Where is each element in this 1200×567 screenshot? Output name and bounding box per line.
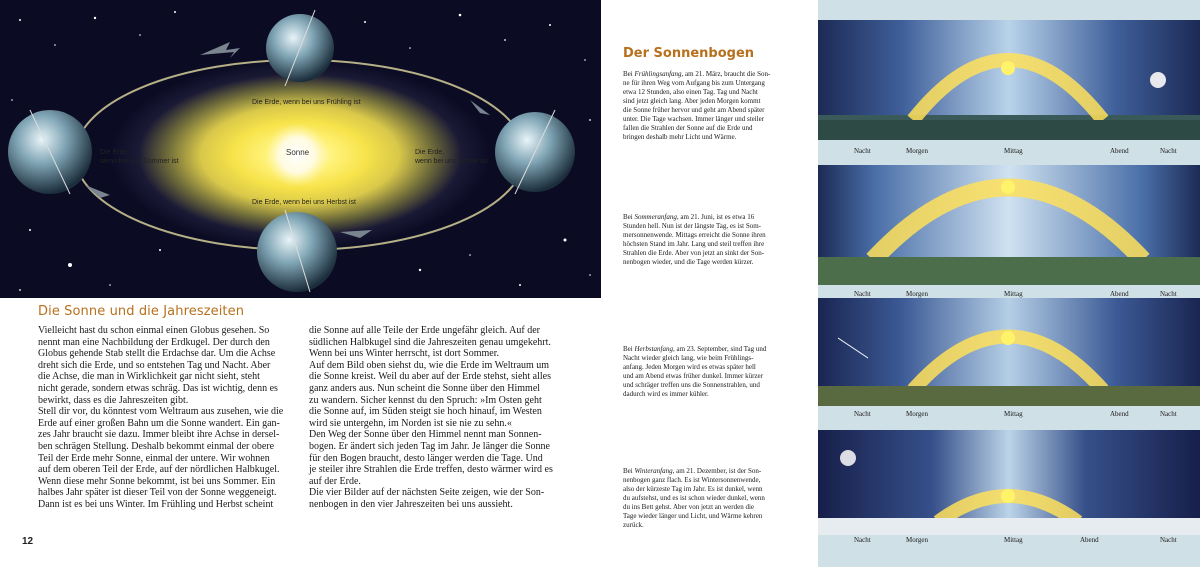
text-line: die Achse, die man in Wirklichkeit gar nicht sieht, steht bbox=[38, 371, 260, 383]
season-text-line: Tage wieder länger und Licht, und Wärme kehren bbox=[623, 512, 763, 520]
label-night-right: Nacht bbox=[1160, 290, 1177, 298]
winter-earth-label-line2: wenn bei uns Winter ist bbox=[415, 158, 488, 165]
season-text-line bbox=[623, 70, 801, 79]
autumn-description bbox=[623, 345, 801, 399]
season-text-line: mersonnenwende. Mittags erreicht die Sonne ihren bbox=[623, 231, 766, 239]
label-morning: Morgen bbox=[906, 147, 929, 155]
text-line: auf dem oberen Teil der Erde, auf der nördlichen Halbkugel. bbox=[38, 464, 280, 476]
autumn-earth-label: Die Erde, wenn bei uns Herbst ist bbox=[252, 199, 356, 206]
page-number: 12 bbox=[22, 536, 34, 547]
text-line: Globus gehende Stab stellt die Erdachse dar. Um die Achse bbox=[38, 348, 276, 360]
text-line: auf der Erde. bbox=[309, 475, 361, 487]
text-line: nicht gerade, sondern etwas schräg. Das ist wichtig, denn es bbox=[38, 382, 278, 394]
summer-earth-label bbox=[100, 148, 179, 166]
text-line: nennt man eine Nachbildung der Erdkugel. Der durch den bbox=[38, 336, 270, 348]
text-line: Die vier Bilder auf der nächsten Seite zeigen, wie der Son- bbox=[309, 487, 545, 499]
label-noon: Mittag bbox=[1004, 410, 1023, 418]
text-line: Dann ist es bei uns Winter. Im Frühling und Herbst scheint bbox=[38, 498, 274, 510]
text-line: Vielleicht hast du schon einmal einen Globus gesehen. So bbox=[38, 325, 270, 336]
text-line: bewirkt, dass es die Jahreszeiten gibt. bbox=[38, 394, 189, 406]
text-line: Erde auf einer großen Bahn um die Sonne wandert. Ein gan- bbox=[38, 417, 280, 429]
season-text-line: höchsten Stand im Jahr. Lang und steil treffen ihre bbox=[623, 240, 765, 248]
season-text-line: bringen deshalb mehr Licht und Wärme. bbox=[623, 133, 737, 141]
panel-spring bbox=[818, 20, 1200, 140]
season-line-rest: , am 21. März, braucht die Son- bbox=[681, 70, 771, 78]
earth-winter-icon bbox=[495, 110, 575, 194]
season-line-rest: , am 21. Dezember, ist der Son- bbox=[672, 467, 762, 475]
season-text-line: die Sonne früher hervor und geht am Abend später bbox=[623, 106, 765, 114]
season-prefix: Bei bbox=[623, 467, 635, 475]
season-text-line: und am Abend etwas früher dunkel. Immer kürzer bbox=[623, 372, 763, 380]
season-text-line: Stunden hell. Nun ist der längste Tag, es ist Som- bbox=[623, 222, 762, 230]
season-prefix: Bei bbox=[623, 213, 635, 221]
winter-description bbox=[623, 467, 801, 530]
season-line-rest: , am 21. Juni, ist es etwa 16 bbox=[676, 213, 755, 221]
season-name: Herbstanfang bbox=[634, 345, 673, 353]
label-morning: Morgen bbox=[906, 290, 929, 298]
sun-arc-summer-illustration bbox=[818, 165, 1200, 285]
space-illustration bbox=[0, 0, 601, 298]
text-line: die Sonne auf alle Teile der Erde ungefähr gleich. Auf der bbox=[309, 325, 540, 336]
time-labels-spring bbox=[818, 147, 1200, 159]
text-line: Wenn bei uns Winter herrscht, ist dort Sommer. bbox=[309, 348, 499, 360]
text-line: Wenn diese mehr Sonne bekommt, ist bei uns Sommer. Ein bbox=[38, 475, 276, 487]
time-labels-winter bbox=[818, 536, 1200, 548]
sun-label: Sonne bbox=[286, 148, 310, 157]
text-line: halbes Jahr später ist dieser Teil von der Sonne weggeneigt. bbox=[38, 487, 277, 499]
label-night-left: Nacht bbox=[854, 536, 871, 544]
text-line: je steiler ihre Strahlen die Erde treffen, desto wärmer wird es bbox=[309, 464, 553, 476]
page-title-sun-arc: Der Sonnenbogen bbox=[623, 46, 755, 61]
season-text-line: dadurch wird es immer kühler. bbox=[623, 390, 709, 398]
winter-earth-label-line1: Die Erde, bbox=[415, 149, 445, 156]
season-line-rest: , am 23. September, sind Tag und bbox=[672, 345, 767, 353]
label-night-left: Nacht bbox=[854, 147, 871, 155]
earth-autumn-icon bbox=[257, 210, 337, 292]
text-line: für den Bogen braucht, desto länger werden die Tage. Und bbox=[309, 452, 543, 464]
page-title-seasons: Die Sonne und die Jahreszeiten bbox=[38, 304, 245, 319]
season-text-line: ne für ihren Weg vom Aufgang bis zum Untergang bbox=[623, 79, 765, 87]
text-line: dreht sich die Erde, und so entstehen Tag und Nacht. Aber bbox=[38, 359, 271, 371]
season-prefix: Bei bbox=[623, 70, 635, 78]
winter-earth-label bbox=[415, 148, 487, 166]
season-text-line: Strahlen die Erde. Aber von jetzt an sinkt der Son- bbox=[623, 249, 765, 257]
text-line: zes Jahr braucht sie dazu. Immer bleibt ihre Achse in dersel- bbox=[38, 429, 280, 441]
text-line: zu wandern. Sicher kennst du den Spruch: »Im Osten geht bbox=[309, 394, 542, 406]
text-line: bogen. Er ändert sich jeden Tag im Jahr. Je länger die Sonne bbox=[309, 440, 550, 452]
label-morning: Morgen bbox=[906, 536, 929, 544]
season-text-line: und schräger treffen uns die Sonnenstrahlen, und bbox=[623, 381, 760, 389]
season-text-line: Nacht wieder gleich lang, wie beim Frühlings- bbox=[623, 354, 754, 362]
summer-description bbox=[623, 213, 801, 267]
spring-earth-label: Die Erde, wenn bei uns Frühling ist bbox=[252, 99, 361, 106]
season-name: Winteranfang bbox=[634, 467, 673, 475]
sun-arc-spring-illustration bbox=[818, 20, 1200, 140]
text-line: nenbogen in den vier Jahreszeiten bei uns aussieht. bbox=[309, 498, 513, 510]
season-prefix: Bei bbox=[623, 345, 635, 353]
summer-earth-label-line2: wenn bei uns Sommer ist bbox=[100, 158, 179, 165]
text-column-2 bbox=[309, 325, 575, 511]
season-text-line: zurück. bbox=[623, 521, 644, 529]
label-noon: Mittag bbox=[1004, 290, 1023, 298]
label-noon: Mittag bbox=[1004, 536, 1023, 544]
label-evening: Abend bbox=[1110, 147, 1129, 155]
label-night-right: Nacht bbox=[1160, 536, 1177, 544]
label-noon: Mittag bbox=[1004, 147, 1023, 155]
label-evening: Abend bbox=[1080, 536, 1099, 544]
text-line: die Sonne kreist. Weil du aber auf der Erde stehst, sieht alles bbox=[309, 371, 551, 383]
label-morning: Morgen bbox=[906, 410, 929, 418]
text-line: südlichen Halbkugel sind die Jahreszeiten genau umgekehrt. bbox=[309, 336, 551, 348]
time-labels-autumn bbox=[818, 410, 1200, 422]
label-night-right: Nacht bbox=[1160, 147, 1177, 155]
text-line: Teil der Erde mehr Sonne, einmal der untere. Wir wohnen bbox=[38, 452, 270, 464]
season-text-line: sind jetzt gleich lang. Aber jeden Morgen kommt bbox=[623, 97, 761, 105]
panel-summer bbox=[818, 165, 1200, 285]
panel-winter bbox=[818, 430, 1200, 550]
season-text-line bbox=[623, 467, 801, 476]
spring-description bbox=[623, 70, 801, 142]
season-name: Frühlingsanfang bbox=[634, 70, 682, 78]
season-text-line: also der kürzeste Tag im Jahr. Es ist dunkel, wenn bbox=[623, 485, 763, 493]
summer-earth-label-line1: Die Erde, bbox=[100, 149, 130, 156]
season-text-line: unter. Die Tage wachsen. Immer länger und steiler bbox=[623, 115, 765, 123]
earth-summer-icon bbox=[8, 110, 92, 194]
text-line: Auf dem Bild oben siehst du, wie die Erde im Weltraum um bbox=[309, 359, 550, 371]
text-line: ben schrägen Stellung. Deshalb bekommt einmal der obere bbox=[38, 440, 275, 452]
earth-spring-icon bbox=[266, 10, 334, 86]
text-line: die Sonne auf, im Süden steigt sie hoch hinauf, im Westen bbox=[309, 406, 542, 418]
text-line: Stell dir vor, du könntest vom Weltraum aus zusehen, wie die bbox=[38, 406, 284, 418]
text-line: Den Weg der Sonne über den Himmel nennt man Sonnen- bbox=[309, 429, 542, 441]
season-text-line: nenbogen ganz flach. Es ist Wintersonnenwende, bbox=[623, 476, 761, 484]
season-text-line: nenbogen wieder, und die Tage werden kürzer. bbox=[623, 258, 754, 266]
season-name: Sommeranfang bbox=[634, 213, 677, 221]
label-evening: Abend bbox=[1110, 410, 1129, 418]
sun-arc-autumn-illustration bbox=[818, 298, 1200, 406]
label-night-left: Nacht bbox=[854, 410, 871, 418]
season-text-line: du ins Bett gehst. Aber von jetzt an werden die bbox=[623, 503, 755, 511]
label-night-right: Nacht bbox=[1160, 410, 1177, 418]
season-text-line bbox=[623, 213, 801, 222]
label-evening: Abend bbox=[1110, 290, 1129, 298]
text-line: wird sie untergehn, im Norden ist sie nie zu sehn.« bbox=[309, 417, 512, 429]
season-text-line bbox=[623, 345, 801, 354]
season-text-line: du aufstehst, und es ist schon wieder dunkel, wenn bbox=[623, 494, 765, 502]
season-text-line: anfang. Jeden Morgen wird es etwas später hell bbox=[623, 363, 756, 371]
text-column-1 bbox=[38, 325, 304, 511]
season-text-line: fallen die Strahlen der Sonne auf die Erde und bbox=[623, 124, 753, 132]
panel-autumn bbox=[818, 298, 1200, 418]
label-night-left: Nacht bbox=[854, 290, 871, 298]
text-line: ganz anders aus. Nun scheint die Sonne über den Himmel bbox=[309, 382, 541, 394]
season-text-line: etwa 12 Stunden, also einen Tag. Tag und Nacht bbox=[623, 88, 758, 96]
sun-arc-winter-illustration bbox=[818, 430, 1200, 535]
